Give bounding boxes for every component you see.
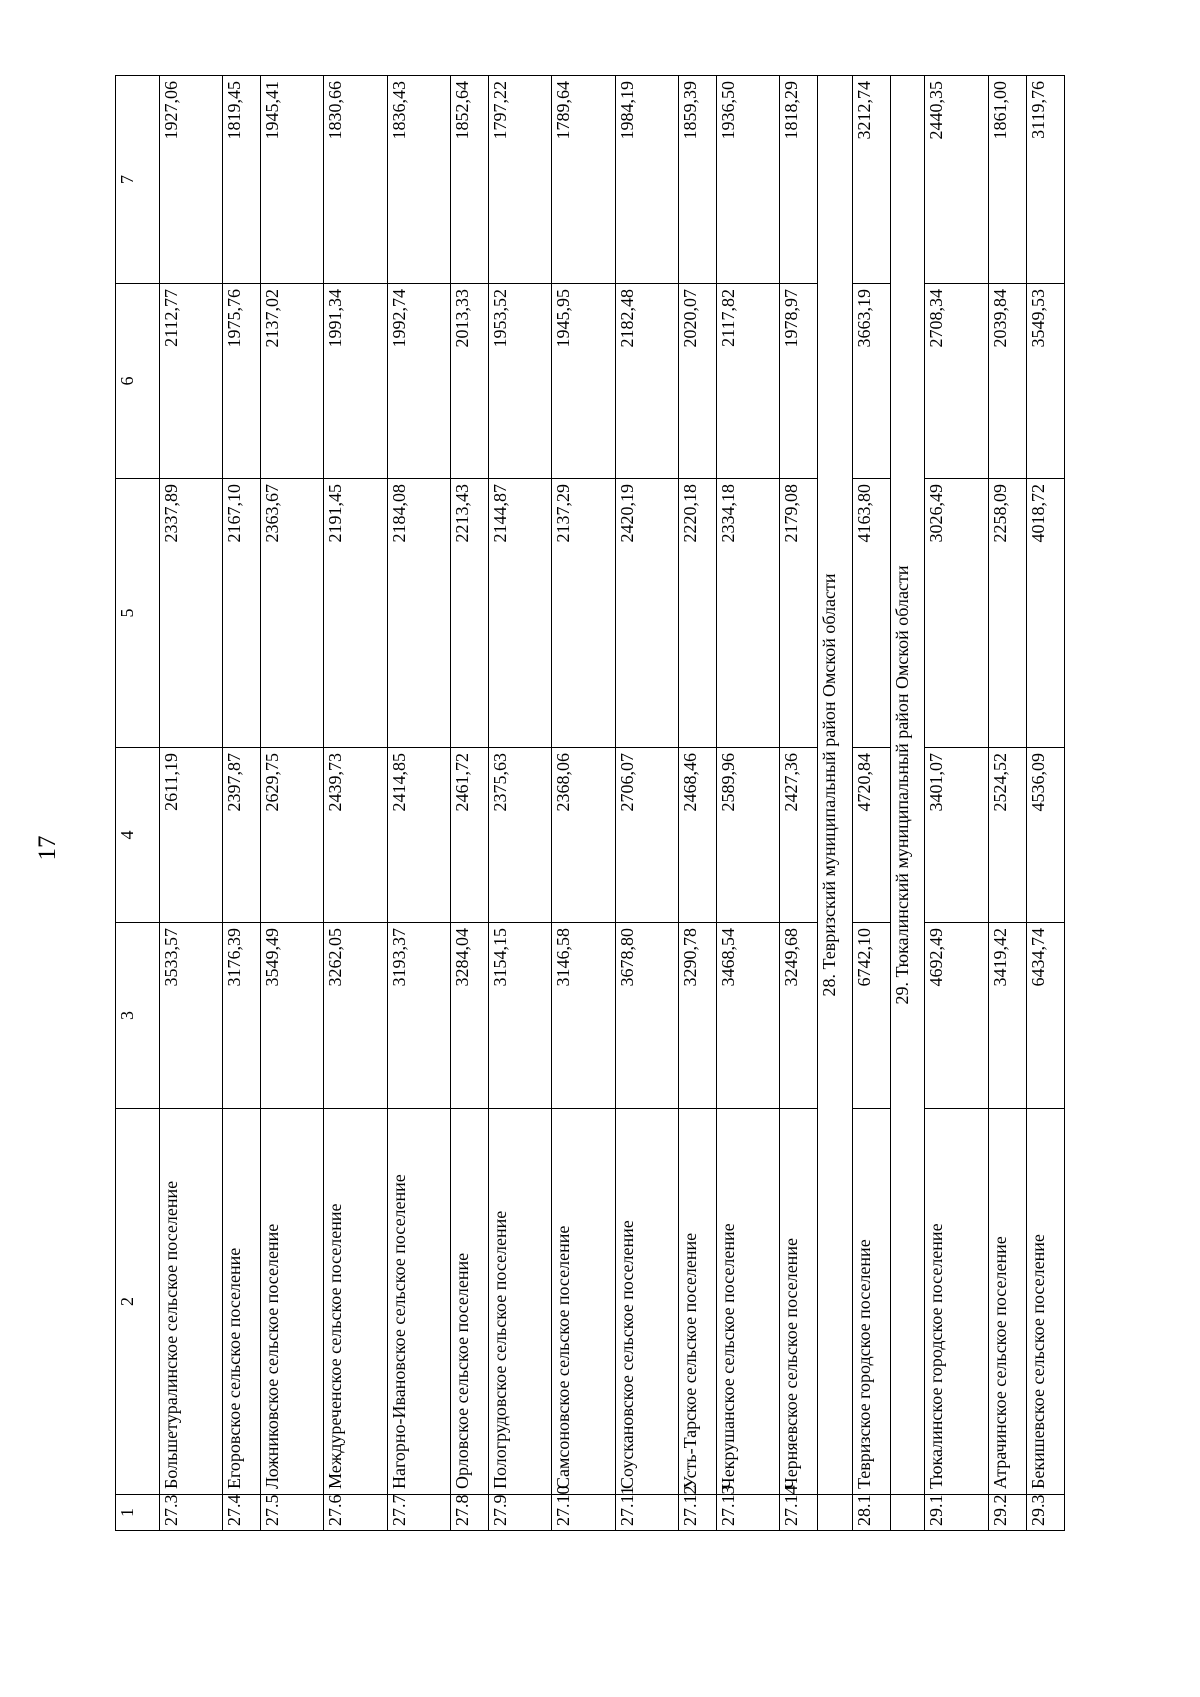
value-col6-cell: 3663,19 [852, 284, 890, 479]
value-col3-cell: 3284,04 [451, 923, 489, 1109]
value-col7-cell: 1797,22 [489, 76, 552, 284]
table-row [679, 76, 717, 1531]
row-number-cell: 27.9 [489, 1495, 552, 1531]
value-col3-cell: 6742,10 [852, 923, 890, 1109]
value-col4-cell: 2524,52 [988, 748, 1026, 923]
row-number-cell: 27.11 [615, 1495, 678, 1531]
section-row [818, 76, 853, 1531]
rotated-table-wrapper [115, 76, 1065, 1531]
settlement-name-cell: Черняевское сельское поселение [780, 1109, 818, 1495]
table-row [159, 76, 222, 1531]
table-row [717, 76, 780, 1531]
table-row [615, 76, 678, 1531]
value-col4-cell: 2706,07 [615, 748, 678, 923]
value-col3-cell: 3193,37 [387, 923, 450, 1109]
value-col6-cell: 1978,97 [780, 284, 818, 479]
value-col3-cell: 3249,68 [780, 923, 818, 1109]
value-col3-cell: 3533,57 [159, 923, 222, 1109]
column-header: 7 [116, 76, 160, 284]
value-col7-cell: 1859,39 [679, 76, 717, 284]
value-col3-cell: 3549,49 [261, 923, 324, 1109]
value-col4-cell: 2427,36 [780, 748, 818, 923]
value-col4-cell: 2611,19 [159, 748, 222, 923]
value-col6-cell: 2112,77 [159, 284, 222, 479]
row-number-cell: 27.7 [387, 1495, 450, 1531]
value-col4-cell: 2461,72 [451, 748, 489, 923]
table-header-row [116, 76, 160, 1531]
value-col4-cell: 2439,73 [324, 748, 387, 923]
value-col6-cell: 1953,52 [489, 284, 552, 479]
value-col5-cell: 2363,67 [261, 479, 324, 748]
value-col7-cell: 3212,74 [852, 76, 890, 284]
value-col4-cell: 2629,75 [261, 748, 324, 923]
value-col7-cell: 1927,06 [159, 76, 222, 284]
value-col7-cell: 1861,00 [988, 76, 1026, 284]
column-header: 5 [116, 479, 160, 748]
settlement-name-cell: Егоровское сельское поселение [223, 1109, 261, 1495]
row-number-cell: 27.4 [223, 1495, 261, 1531]
value-col6-cell: 2708,34 [925, 284, 988, 479]
value-col5-cell: 2167,10 [223, 479, 261, 748]
value-col4-cell: 2375,63 [489, 748, 552, 923]
value-col7-cell: 1789,64 [552, 76, 615, 284]
row-number-cell: 27.10 [552, 1495, 615, 1531]
value-col4-cell: 4720,84 [852, 748, 890, 923]
section-row [890, 76, 925, 1531]
value-col7-cell: 1836,43 [387, 76, 450, 284]
value-col3-cell: 3154,15 [489, 923, 552, 1109]
value-col6-cell: 1975,76 [223, 284, 261, 479]
row-number-cell: 29.1 [925, 1495, 988, 1531]
value-col7-cell: 1945,41 [261, 76, 324, 284]
table-row [387, 76, 450, 1531]
settlement-name-cell: Пологрудовское сельское поселение [489, 1109, 552, 1495]
data-table [115, 75, 1065, 1531]
value-col6-cell: 1945,95 [552, 284, 615, 479]
value-col4-cell: 2589,96 [717, 748, 780, 923]
value-col3-cell: 6434,74 [1026, 923, 1064, 1109]
value-col3-cell: 3678,80 [615, 923, 678, 1109]
value-col6-cell: 2137,02 [261, 284, 324, 479]
table-container [115, 76, 1065, 1531]
value-col3-cell: 3262,05 [324, 923, 387, 1109]
row-number-cell: 27.14 [780, 1495, 818, 1531]
settlement-name-cell: Орловское сельское поселение [451, 1109, 489, 1495]
table-row [261, 76, 324, 1531]
value-col4-cell: 2368,06 [552, 748, 615, 923]
value-col6-cell: 2020,07 [679, 284, 717, 479]
value-col7-cell: 1830,66 [324, 76, 387, 284]
section-title: 28. Тевризский муниципальный район Омской области [818, 76, 853, 1495]
row-number-cell: 29.2 [988, 1495, 1026, 1531]
row-number-cell: 28.1 [852, 1495, 890, 1531]
table-row [552, 76, 615, 1531]
value-col3-cell: 3146,58 [552, 923, 615, 1109]
value-col6-cell: 1992,74 [387, 284, 450, 479]
table-row [925, 76, 988, 1531]
page-number: 17 [34, 835, 61, 861]
settlement-name-cell: Междуреченское сельское поселение [324, 1109, 387, 1495]
row-number-cell: 29.3 [1026, 1495, 1064, 1531]
value-col5-cell: 2137,29 [552, 479, 615, 748]
value-col3-cell: 3419,42 [988, 923, 1026, 1109]
value-col6-cell: 2013,33 [451, 284, 489, 479]
column-header: 6 [116, 284, 160, 479]
table-row [988, 76, 1026, 1531]
value-col5-cell: 2191,45 [324, 479, 387, 748]
value-col7-cell: 1852,64 [451, 76, 489, 284]
value-col7-cell: 1818,29 [780, 76, 818, 284]
column-header: 3 [116, 923, 160, 1109]
table-body [116, 76, 1065, 1531]
value-col6-cell: 3549,53 [1026, 284, 1064, 479]
value-col6-cell: 2182,48 [615, 284, 678, 479]
value-col5-cell: 2337,89 [159, 479, 222, 748]
settlement-name-cell: Усть-Тарское сельское поселение [679, 1109, 717, 1495]
table-row [223, 76, 261, 1531]
value-col4-cell: 2468,46 [679, 748, 717, 923]
section-title: 29. Тюкалинский муниципальный район Омской области [890, 76, 925, 1495]
value-col5-cell: 2258,09 [988, 479, 1026, 748]
value-col3-cell: 3290,78 [679, 923, 717, 1109]
value-col4-cell: 2397,87 [223, 748, 261, 923]
table-row [451, 76, 489, 1531]
value-col5-cell: 2220,18 [679, 479, 717, 748]
value-col5-cell: 2420,19 [615, 479, 678, 748]
settlement-name-cell: Тевризское городское поселение [852, 1109, 890, 1495]
settlement-name-cell: Самсоновское сельское поселение [552, 1109, 615, 1495]
value-col3-cell: 4692,49 [925, 923, 988, 1109]
value-col5-cell: 3026,49 [925, 479, 988, 748]
section-row-blank-cell [890, 1495, 925, 1531]
row-number-cell: 27.6 [324, 1495, 387, 1531]
settlement-name-cell: Ложниковское сельское поселение [261, 1109, 324, 1495]
settlement-name-cell: Большетуралинское сельское поселение [159, 1109, 222, 1495]
row-number-cell: 27.5 [261, 1495, 324, 1531]
table-row [489, 76, 552, 1531]
value-col5-cell: 2184,08 [387, 479, 450, 748]
value-col4-cell: 3401,07 [925, 748, 988, 923]
value-col3-cell: 3468,54 [717, 923, 780, 1109]
value-col6-cell: 1991,34 [324, 284, 387, 479]
settlement-name-cell: Бекишевское сельское поселение [1026, 1109, 1064, 1495]
value-col7-cell: 1984,19 [615, 76, 678, 284]
value-col5-cell: 2144,87 [489, 479, 552, 748]
settlement-name-cell: Атрачинское сельское поселение [988, 1109, 1026, 1495]
section-row-blank-cell [818, 1495, 853, 1531]
settlement-name-cell: Чекрушанское сельское поселение [717, 1109, 780, 1495]
column-header: 1 [116, 1495, 160, 1531]
settlement-name-cell: Нагорно-Ивановское сельское поселение [387, 1109, 450, 1495]
row-number-cell: 27.8 [451, 1495, 489, 1531]
value-col7-cell: 3119,76 [1026, 76, 1064, 284]
value-col7-cell: 1819,45 [223, 76, 261, 284]
row-number-cell: 27.13 [717, 1495, 780, 1531]
column-header: 4 [116, 748, 160, 923]
table-row [852, 76, 890, 1531]
settlement-name-cell: Соускановское сельское поселение [615, 1109, 678, 1495]
settlement-name-cell: Тюкалинское городское поселение [925, 1109, 988, 1495]
column-header: 2 [116, 1109, 160, 1495]
value-col7-cell: 2440,35 [925, 76, 988, 284]
value-col6-cell: 2039,84 [988, 284, 1026, 479]
value-col3-cell: 3176,39 [223, 923, 261, 1109]
value-col6-cell: 2117,82 [717, 284, 780, 479]
value-col5-cell: 2179,08 [780, 479, 818, 748]
value-col5-cell: 2334,18 [717, 479, 780, 748]
table-row [1026, 76, 1064, 1531]
row-number-cell: 27.3 [159, 1495, 222, 1531]
table-row [780, 76, 818, 1531]
value-col5-cell: 4163,80 [852, 479, 890, 748]
value-col5-cell: 2213,43 [451, 479, 489, 748]
value-col4-cell: 4536,09 [1026, 748, 1064, 923]
value-col5-cell: 4018,72 [1026, 479, 1064, 748]
value-col7-cell: 1936,50 [717, 76, 780, 284]
value-col4-cell: 2414,85 [387, 748, 450, 923]
table-row [324, 76, 387, 1531]
row-number-cell: 27.12 [679, 1495, 717, 1531]
